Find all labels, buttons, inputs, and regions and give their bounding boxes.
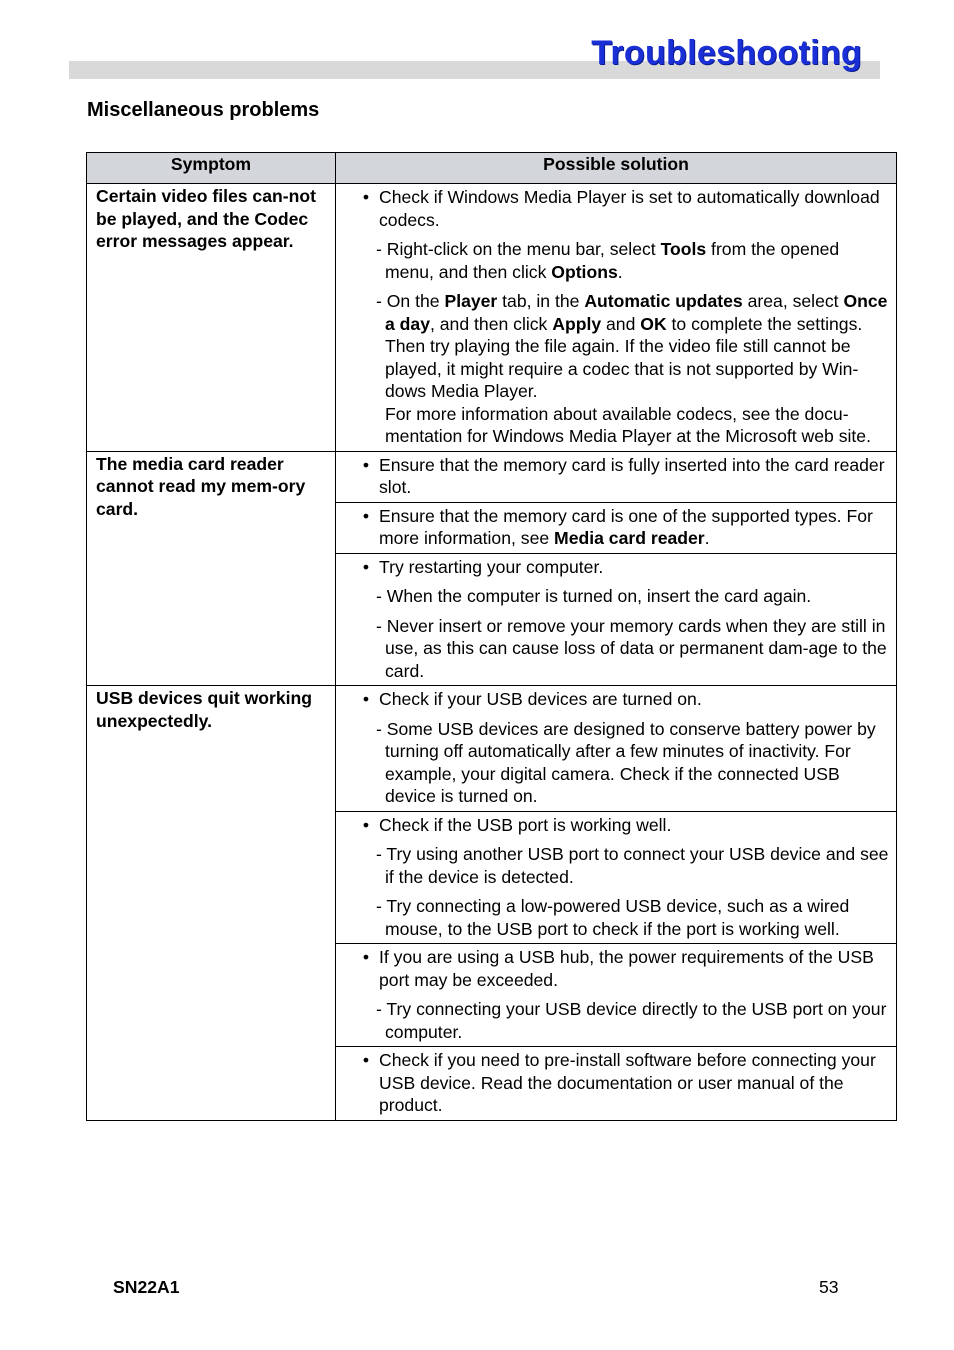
solution-cell bbox=[336, 944, 897, 1047]
page-number: 53 bbox=[819, 1277, 839, 1297]
solution-step: - Some USB devices are designed to conserve battery power by turning off automatically after a few minutes of inactivity. For example, your digital camera. Check if the connected USB device is turned on. bbox=[376, 718, 876, 806]
bullet-icon: • bbox=[362, 505, 369, 526]
solution-bullet: • Ensure that the memory card is one of the supported types. For more information, see Media card reader. bbox=[336, 505, 890, 550]
solution-bullet: • Check if Windows Media Player is set to automatically download codecs. bbox=[336, 186, 890, 231]
page-title: Troubleshooting bbox=[591, 34, 862, 72]
solution-cell bbox=[336, 184, 897, 452]
bullet-icon: • bbox=[362, 689, 369, 709]
solution-note: For more information about available codecs, see the docu-mentation for Windows Media Player at the Microsoft web site. bbox=[385, 403, 871, 446]
solution-step: - Never insert or remove your memory cards when they are still in use, as this can cause loss of data or permanent dam-age to the card. bbox=[376, 615, 887, 681]
solution-bullet: • Check if the USB port is working well. bbox=[336, 814, 890, 837]
solution-bullet: • Ensure that the memory card is fully inserted into the card reader slot. bbox=[336, 454, 890, 499]
solution-cell bbox=[336, 502, 897, 553]
table-row bbox=[87, 451, 897, 502]
solution-step: - Try connecting your USB device directly to the USB port on your computer. bbox=[376, 999, 887, 1042]
symptom-cell: The media card reader cannot read my mem-ory card. bbox=[87, 451, 336, 686]
solution-bullet: • Check if your USB devices are turned on. bbox=[336, 688, 890, 711]
bullet-icon: • bbox=[362, 814, 369, 835]
solution-cell bbox=[336, 686, 897, 812]
solution-step: - Try using another USB port to connect your USB device and see if the device is detected. bbox=[376, 844, 889, 887]
solution-step: - Right-click on the menu bar, select Tools from the opened menu, and then click Options. bbox=[376, 239, 840, 282]
bullet-icon: • bbox=[362, 454, 369, 475]
bullet-icon: • bbox=[362, 947, 369, 967]
solution-bullet: • Check if you need to pre-install software before connecting your USB device. Read the documentation or user manual of the product. bbox=[336, 1049, 890, 1117]
solution-step: - Try connecting a low-powered USB device, such as a wired mouse, to the USB port to check if the port is working well. bbox=[376, 896, 850, 939]
problems-table bbox=[86, 152, 897, 1121]
bullet-icon: • bbox=[362, 187, 369, 207]
solution-cell bbox=[336, 811, 897, 944]
table-row bbox=[87, 184, 897, 452]
solution-cell bbox=[336, 553, 897, 686]
solution-bullet: • Try restarting your computer. bbox=[336, 556, 890, 579]
solution-cell bbox=[336, 1047, 897, 1121]
bullet-icon: • bbox=[362, 556, 369, 577]
table-header-row bbox=[87, 153, 897, 184]
table-row bbox=[87, 686, 897, 812]
solution-bullet: • If you are using a USB hub, the power requirements of the USB port may be exceeded. bbox=[336, 946, 890, 991]
solution-note: Then try playing the file again. If the video file still cannot be played, it might require a codec that is not supported by Win-dows Media Player. bbox=[385, 336, 859, 401]
solution-step: - On the Player tab, in the Automatic updates area, select Once a day, and then click Apply and OK to complete the settings. bbox=[376, 291, 888, 334]
section-heading: Miscellaneous problems bbox=[87, 99, 320, 121]
symptom-column-header: Symptom bbox=[87, 153, 336, 184]
bullet-icon: • bbox=[362, 1050, 369, 1070]
symptom-cell: USB devices quit working unexpectedly. bbox=[87, 686, 336, 1121]
footer-model: SN22A1 bbox=[113, 1277, 180, 1297]
solution-step: - When the computer is turned on, insert the card again. bbox=[376, 586, 812, 606]
symptom-cell: Certain video files can-not be played, and the Codec error messages appear. bbox=[87, 184, 336, 452]
solution-cell bbox=[336, 451, 897, 502]
solution-column-header: Possible solution bbox=[336, 153, 897, 184]
